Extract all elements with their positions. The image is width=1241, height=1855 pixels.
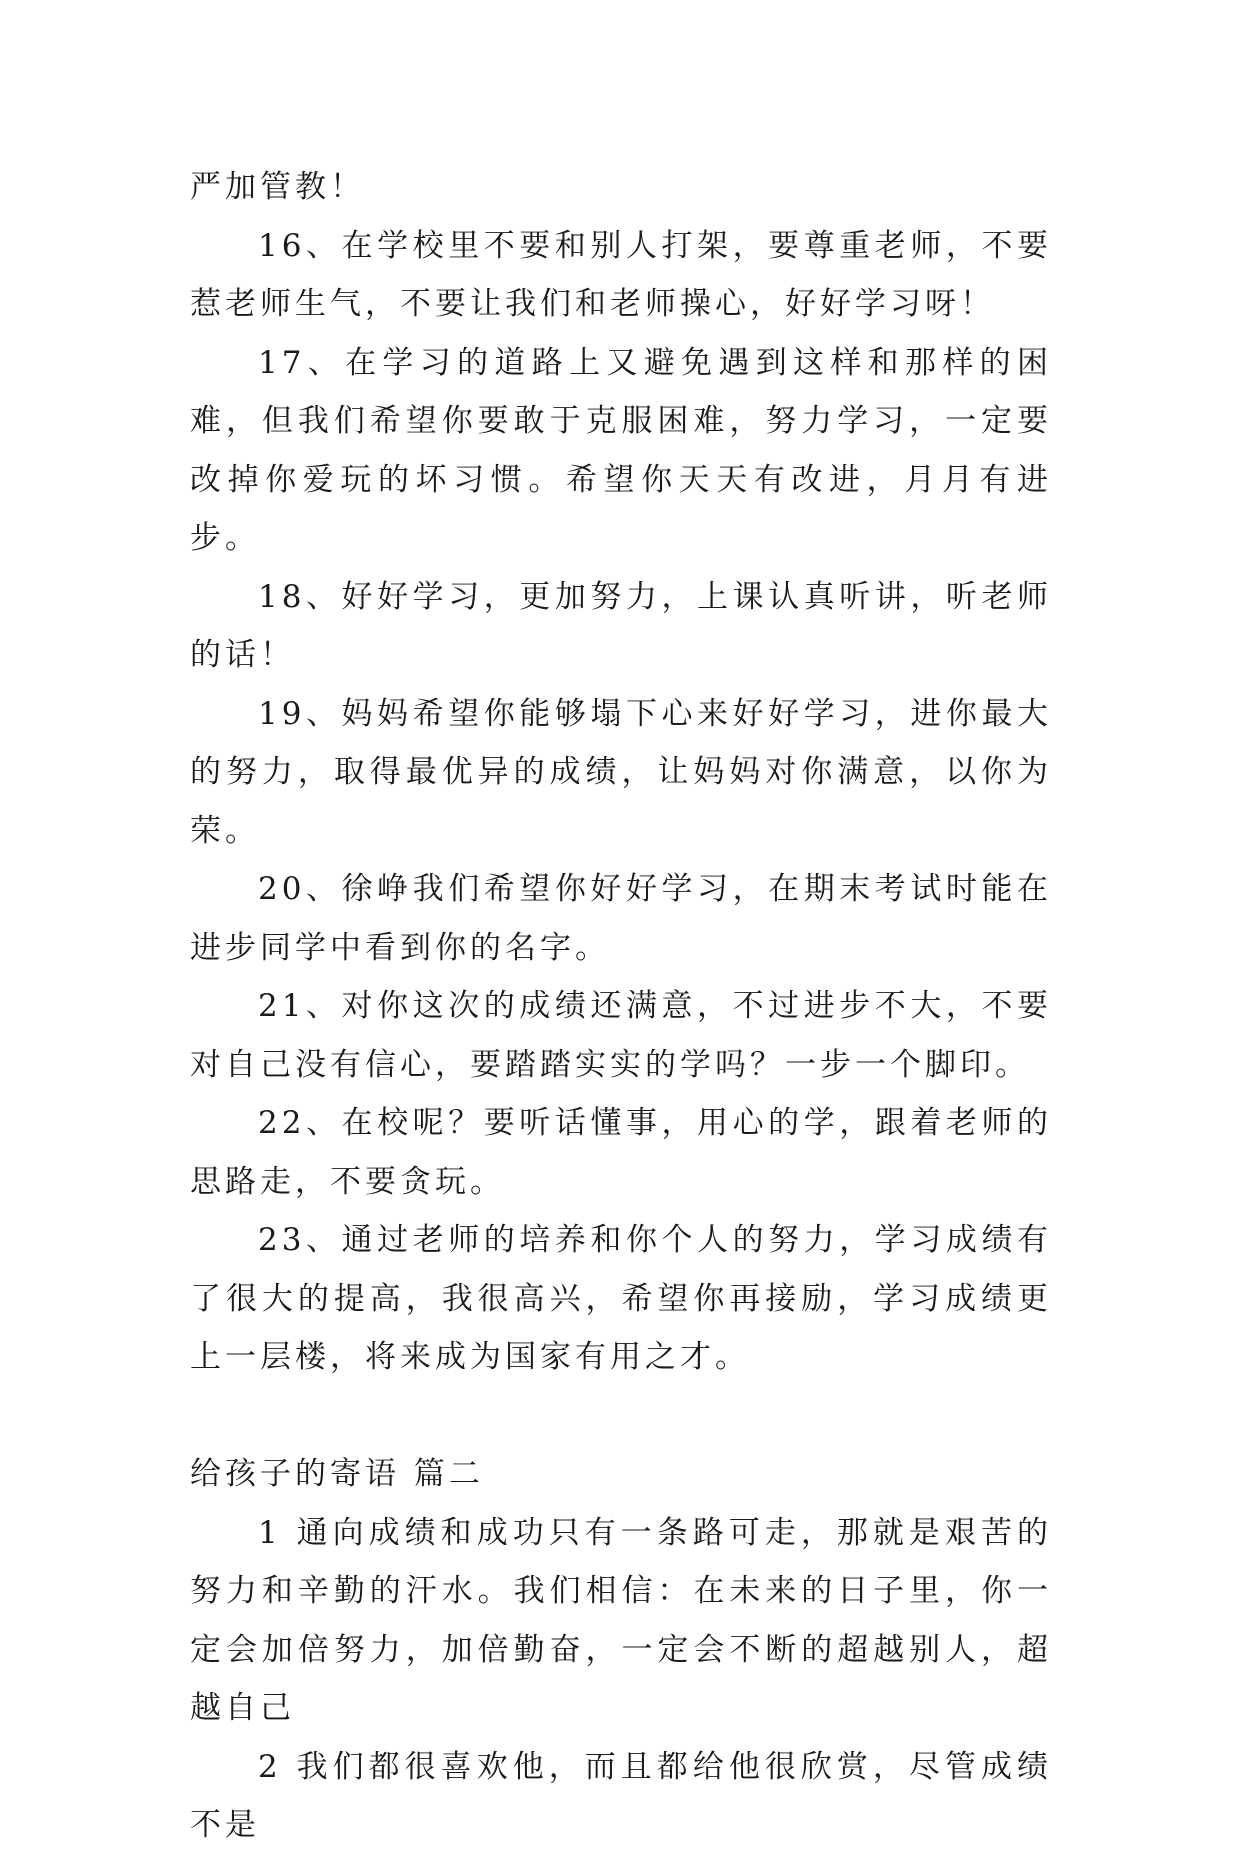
paragraph-item-23: 23、通过老师的培养和你个人的努力，学习成绩有了很大的提高，我很高兴，希望你再接励，学习成绩更上一层楼，将来成为国家有用之才。 [190, 1222, 1052, 1375]
section-spacer [190, 1387, 1052, 1446]
paragraph-item-22: 22、在校呢？要听话懂事，用心的学，跟着老师的思路走，不要贪玩。 [190, 1105, 1052, 1200]
document-body [190, 158, 1052, 1855]
paragraph-item-19: 19、妈妈希望你能够塌下心来好好学习，进你最大的努力，取得最优异的成绩，让妈妈对你满意，以你为荣。 [190, 695, 1052, 849]
section-heading: 给孩子的寄语 篇二 [190, 1456, 484, 1492]
paragraph-item-2: 2 我们都很喜欢他，而且都给他很欣赏，尽管成绩不是 [190, 1748, 1052, 1843]
paragraph-continuation: 严加管教！ [190, 169, 365, 205]
paragraph-item-20: 20、徐峥我们希望你好好学习，在期末考试时能在进步同学中看到你的名字。 [190, 871, 1052, 966]
paragraph-item-1: 1 通向成绩和成功只有一条路可走，那就是艰苦的努力和辛勤的汗水。我们相信：在未来的日子里，你一定会加倍努力，加倍勤奋，一定会不断的超越别人，超越自己 [190, 1514, 1052, 1726]
paragraph-item-16: 16、在学校里不要和别人打架，要尊重老师，不要惹老师生气，不要让我们和老师操心，好好学习呀！ [190, 227, 1052, 322]
paragraph-item-21: 21、对你这次的成绩还满意，不过进步不大，不要对自己没有信心，要踏踏实实的学吗？一步一个脚印。 [190, 988, 1052, 1083]
paragraph-item-17: 17、在学习的道路上又避免遇到这样和那样的困难，但我们希望你要敢于克服困难，努力学习，一定要改掉你爱玩的坏习惯。希望你天天有改进，月月有进步。 [190, 344, 1052, 556]
paragraph-item-18: 18、好好学习，更加努力，上课认真听讲，听老师的话！ [190, 578, 1052, 673]
